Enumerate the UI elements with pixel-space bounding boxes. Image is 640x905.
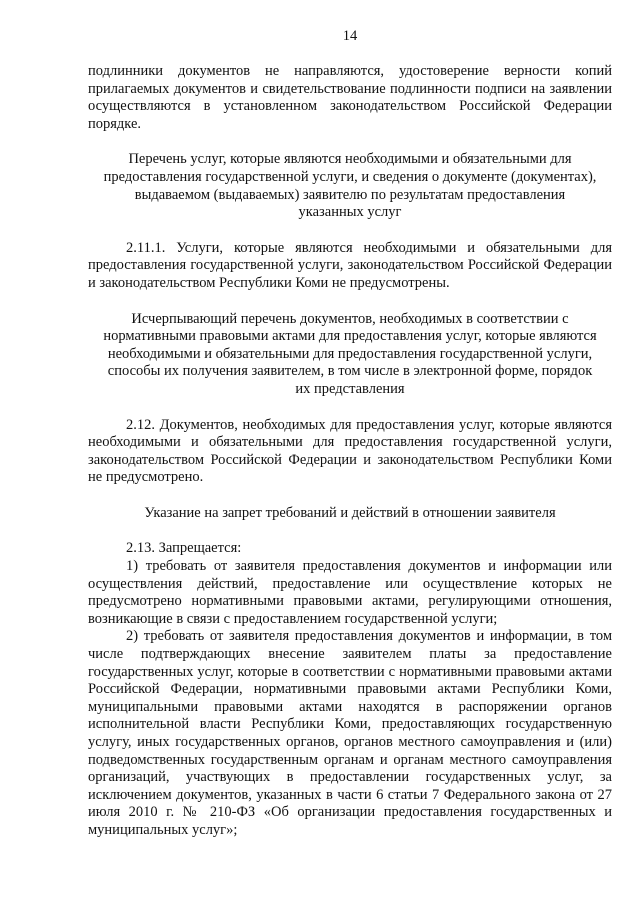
paragraph-documents-certification: подлинники документов не направляются, удостоверение верности копий прилагаемых документов и свидетельствование подлинности подписи на заявлении осуществляются в установленном законодательством Российской Федерации порядке. <box>88 63 612 132</box>
paragraph-2-11-1: 2.11.1. Услуги, которые являются необходимыми и обязательными для предоставления государственной услуги, законодательством Российской Федерации и законодательством Республики Коми не предусмотрены. <box>88 239 612 291</box>
list-item-2: 2) требовать от заявителя предоставления документов и информации, в том числе подтверждающих внесение заявителем платы за предоставление государственных услуг, которые в соответствии с нормативными правовыми актами Российской Федерации, нормативными правовыми актами Республики Коми, муниципальными правовыми актами находятся в распоряжении органов исполнительной власти Республики Коми, предоставляющих государственную услугу, иных государственных органов, органов местного самоуправления и (или) подведомственных государственным органам и органам местного самоуправления организаций, участвующих в предоставлении государственных услуг, за исключением документов, указанных в части 6 статьи 7 Федерального закона от 27 июля 2010 г. № 210-ФЗ «Об организации предоставления государственных и муниципальных услуг»; <box>88 628 612 838</box>
page-number: 14 <box>342 28 358 44</box>
list-item-1: 1) требовать от заявителя предоставления документов и информации или осуществления действий, предоставление или осуществление которых не предусмотрено нормативными правовыми актами, регулирующими отношения, возникающие в связи с предоставлением государственной услуги; <box>88 558 612 627</box>
document-body <box>88 63 612 840</box>
heading-prohibitions: Указание на запрет требований и действий в отношении заявителя <box>144 504 556 521</box>
heading-documents-list: Исчерпывающий перечень документов, необходимых в соответствии с нормативными правовыми актами для предоставления услуг, которые являются необходимыми и обязательными для предоставления государственной услуги, способы их получения заявителем, в том числе в электронной форме, порядок их представления <box>103 310 597 397</box>
paragraph-2-13: 2.13. Запрещается: <box>126 540 242 557</box>
heading-required-services: Перечень услуг, которые являются необходимыми и обязательными для предоставления государственной услуги, и сведения о документе (документах), выдаваемом (выдаваемых) заявителю по результатам предоставления указанных услуг <box>103 151 597 221</box>
document-page <box>88 0 612 905</box>
paragraph-2-12: 2.12. Документов, необходимых для предоставления услуг, которые являются необходимыми и обязательными для предоставления государственной услуги, законодательством Российской Федерации и законодательством Республики Коми не предусмотрено. <box>88 416 612 486</box>
